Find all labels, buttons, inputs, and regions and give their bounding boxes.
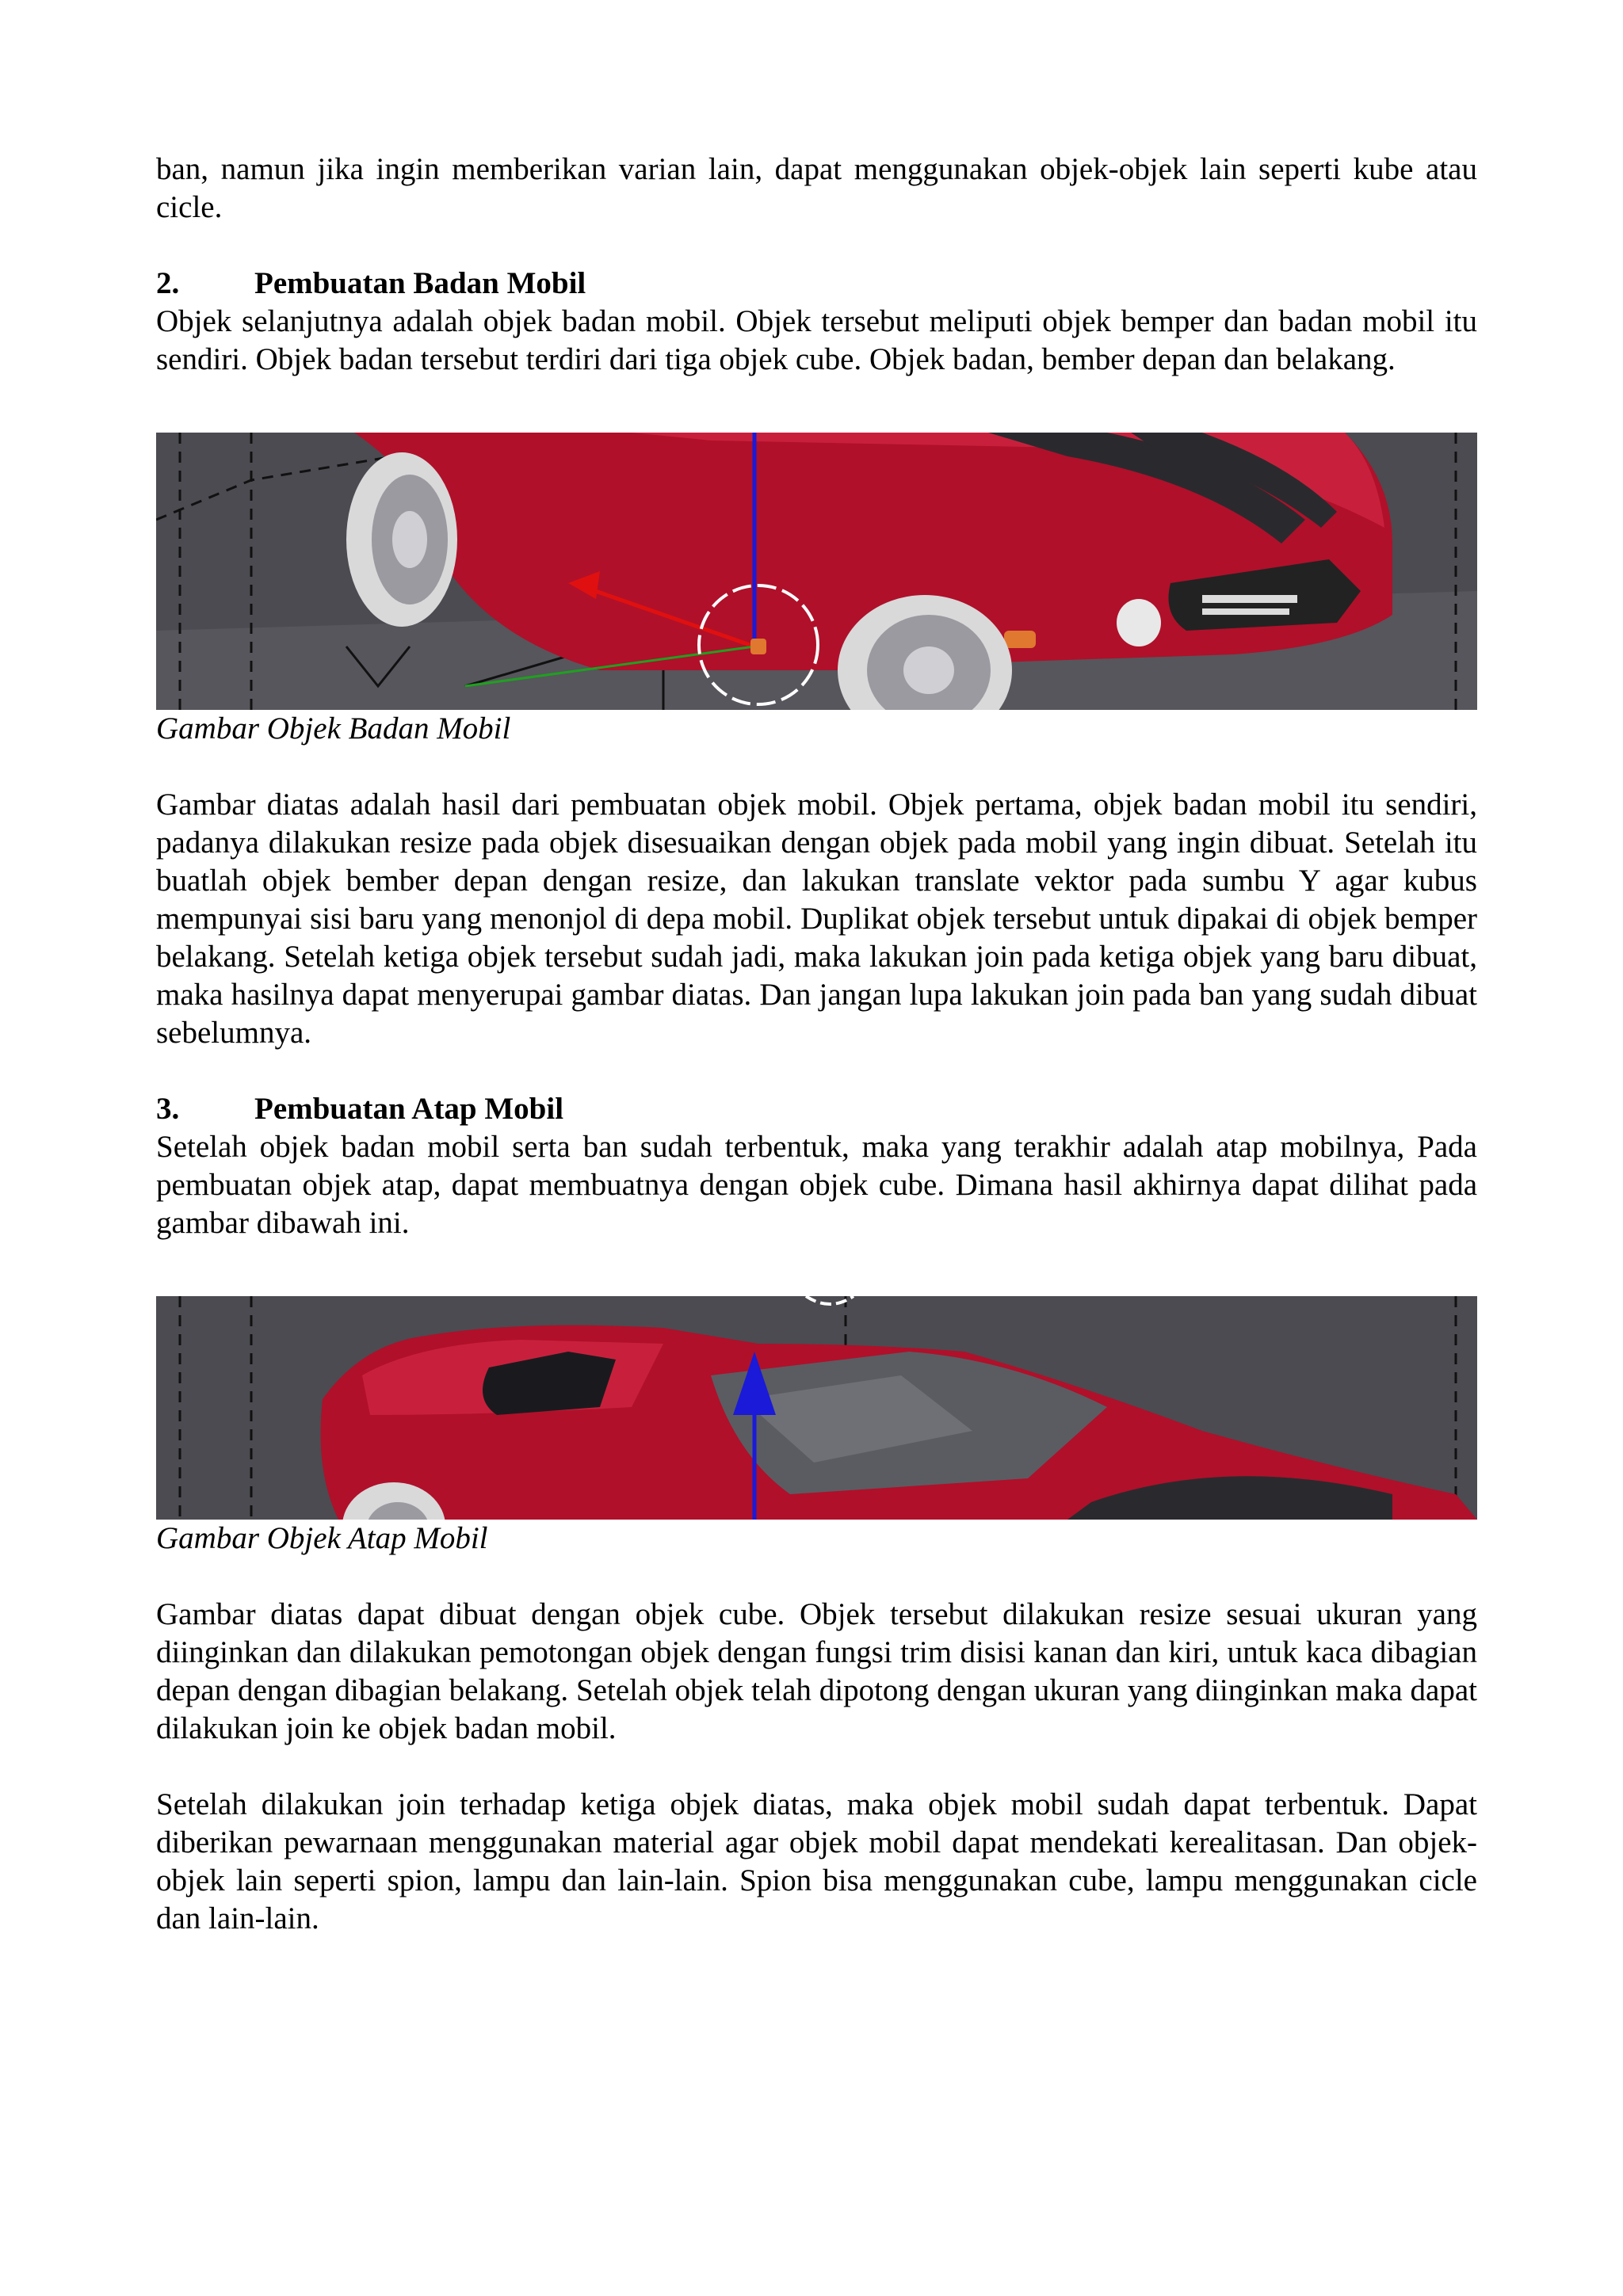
section-3-number: 3.: [156, 1092, 180, 1126]
section-3-heading: [156, 1090, 1477, 1128]
section-3-title: Pembuatan Atap Mobil: [254, 1092, 564, 1126]
section-3-description: Gambar diatas dapat dibuat dengan objek cube. Objek tersebut dilakukan resize sesuai ukuran yang diinginkan dan dilakukan pemotongan objek dengan fungsi trim disisi kanan dan kiri, untuk kaca dibagian depan dengan dibagian belakang. Setelah objek telah dipotong dengan ukuran yang diinginkan maka dapat dilakukan join ke objek badan mobil.: [156, 1597, 1477, 1745]
car-body-caption: Gambar Objek Badan Mobil: [156, 711, 511, 746]
car-body-image: [156, 433, 1477, 710]
section-2-description: Gambar diatas adalah hasil dari pembuatan objek mobil. Objek pertama, objek badan mobil itu sendiri, padanya dilakukan resize pada objek disesuaikan dengan objek pada mobil yang ingin dibuat. Setelah itu buatlah objek bember depan dengan resize, dan lakukan translate vektor pada sumbu Y agar kubus mempunyai sisi baru yang menonjol di depa mobil. Duplikat objek tersebut untuk dipakai di objek bemper belakang. Setelah ketiga objek tersebut sudah jadi, maka lakukan join pada ketiga objek yang baru dibuat, maka hasilnya dapat menyerupai gambar diatas. Dan jangan lupa lakukan join pada ban yang sudah dibuat sebelumnya.: [156, 788, 1477, 1050]
document-page: [156, 151, 1477, 1938]
section-2-paragraph: Objek selanjutnya adalah objek badan mobil. Objek tersebut meliputi objek bemper dan badan mobil itu sendiri. Objek badan tersebut terdiri dari tiga objek cube. Objek badan, bember depan dan belakang.: [156, 304, 1477, 376]
car-roof-image: [156, 1296, 1477, 1520]
section-3-paragraph: Setelah objek badan mobil serta ban sudah terbentuk, maka yang terakhir adalah atap mobilnya, Pada pembuatan objek atap, dapat membuatnya dengan objek cube. Dimana hasil akhirnya dapat dilihat pada gambar dibawah ini.: [156, 1130, 1477, 1240]
car-roof-caption: Gambar Objek Atap Mobil: [156, 1521, 488, 1555]
car-roof-figure: [156, 1296, 1477, 1520]
section-2-title: Pembuatan Badan Mobil: [254, 266, 586, 300]
intro-paragraph: ban, namun jika ingin memberikan varian lain, dapat menggunakan objek-objek lain seperti kube atau cicle.: [156, 152, 1477, 224]
section-2-number: 2.: [156, 266, 180, 300]
car-body-figure: [156, 433, 1477, 710]
section-2-heading: [156, 265, 1477, 303]
closing-paragraph: Setelah dilakukan join terhadap ketiga objek diatas, maka objek mobil sudah dapat terbentuk. Dapat diberikan pewarnaan menggunakan material agar objek mobil dapat mendekati kerealitasan. Dan objek-objek lain seperti spion, lampu dan lain-lain. Spion bisa menggunakan cube, lampu menggunakan cicle dan lain-lain.: [156, 1787, 1477, 1936]
